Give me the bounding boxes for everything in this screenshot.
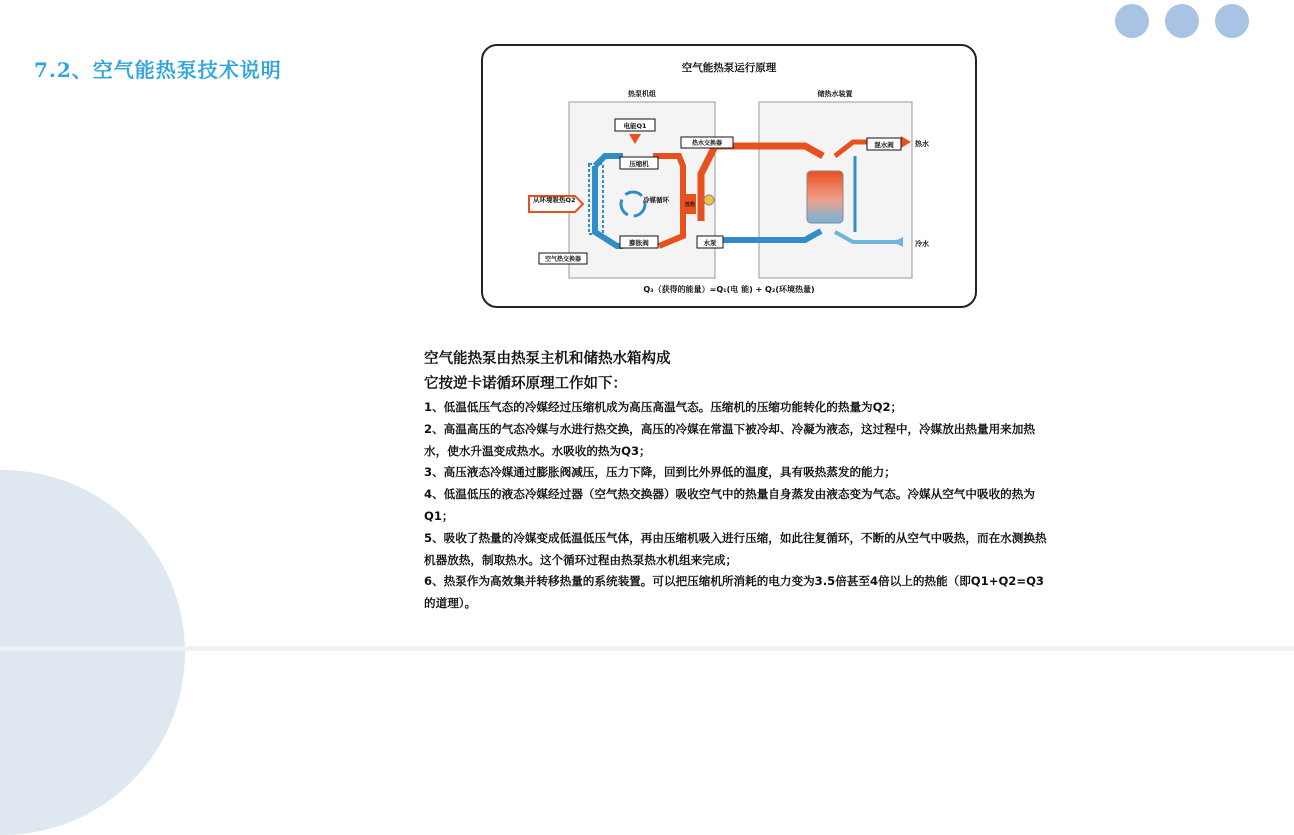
- water-exchanger-label: 热水交换器: [691, 140, 723, 147]
- compressor-label: 压缩机: [629, 160, 649, 168]
- decorative-dots: [1115, 4, 1255, 38]
- cycle-label: 冷媒循环: [643, 196, 669, 204]
- decorative-circle: [0, 470, 185, 835]
- paragraph-1: 1、低温低压气态的冷媒经过压缩机成为高压高温气态。压缩机的压缩功能转化的热量为Q2；: [424, 400, 903, 414]
- paragraph-2: 2、高温高压的气态冷媒与水进行热交换，高压的冷媒在常温下被冷却、冷凝为液态，这过程中，冷媒放出热量用来加热水，使水升温变成热水。水吸收的热为Q3；: [424, 421, 1035, 458]
- diagram-title: 空气能热泵运行原理: [681, 62, 777, 74]
- bottom-divider: [0, 646, 1294, 651]
- page-title: 7.2、空气能热泵技术说明: [34, 58, 282, 82]
- tank-panel-label: 储热水装置: [817, 90, 853, 98]
- air-exchanger-label: 空气热交换器: [544, 256, 582, 263]
- hot-water-label: 热水: [915, 140, 929, 148]
- heading-principle: 它按逆卡诺循环原理工作如下：: [424, 376, 627, 392]
- absorb-heat-label: 从环境吸热Q2: [533, 196, 576, 204]
- mixing-valve-label: 混水阀: [874, 141, 894, 149]
- heat-pump-diagram: [481, 44, 977, 308]
- release-label: 放热: [684, 202, 696, 208]
- paragraph-6: 6、热泵作为高效集并转移热量的系统装置。可以把压缩机所消耗的电力变为3.5倍甚至4倍以上的热能（即Q1+Q2=Q3的道理）。: [424, 574, 1044, 611]
- dot-1: [1115, 4, 1149, 38]
- valve-icon: [704, 195, 714, 205]
- paragraph-3: 3、高压液态冷媒通过膨胀阀减压，压力下降，回到比外界低的温度，具有吸热蒸发的能力；: [424, 465, 896, 480]
- water-tank: [807, 171, 843, 223]
- paragraph-4: 4、低温低压的液态冷媒经过器（空气热交换器）吸收空气中的热量自身蒸发由液态变为气态。冷媒从空气中吸收的热为Q1；: [424, 487, 1035, 523]
- dot-3: [1215, 4, 1249, 38]
- description-block: [424, 348, 1054, 615]
- unit-panel-label: 热泵机组: [628, 90, 656, 98]
- heading-composition: 空气能热泵由热泵主机和储热水箱构成: [424, 351, 671, 367]
- dot-2: [1165, 4, 1199, 38]
- exp-valve-label: 膨胀阀: [629, 239, 649, 247]
- pump-label: 水泵: [703, 239, 717, 247]
- diagram-formula: Q₃（获得的能量）=Q₁(电 能) + Q₂(环境热量): [643, 285, 815, 294]
- paragraph-5: 5、吸收了热量的冷媒变成低温低压气体，再由压缩机吸入进行压缩，如此往复循环，不断的从空气中吸热，而在水测换热机器放热，制取热水。这个循环过程由热泵热水机组来完成；: [424, 530, 1047, 567]
- electric-label: 电能Q1: [623, 122, 647, 130]
- cold-water-label: 冷水: [915, 240, 929, 248]
